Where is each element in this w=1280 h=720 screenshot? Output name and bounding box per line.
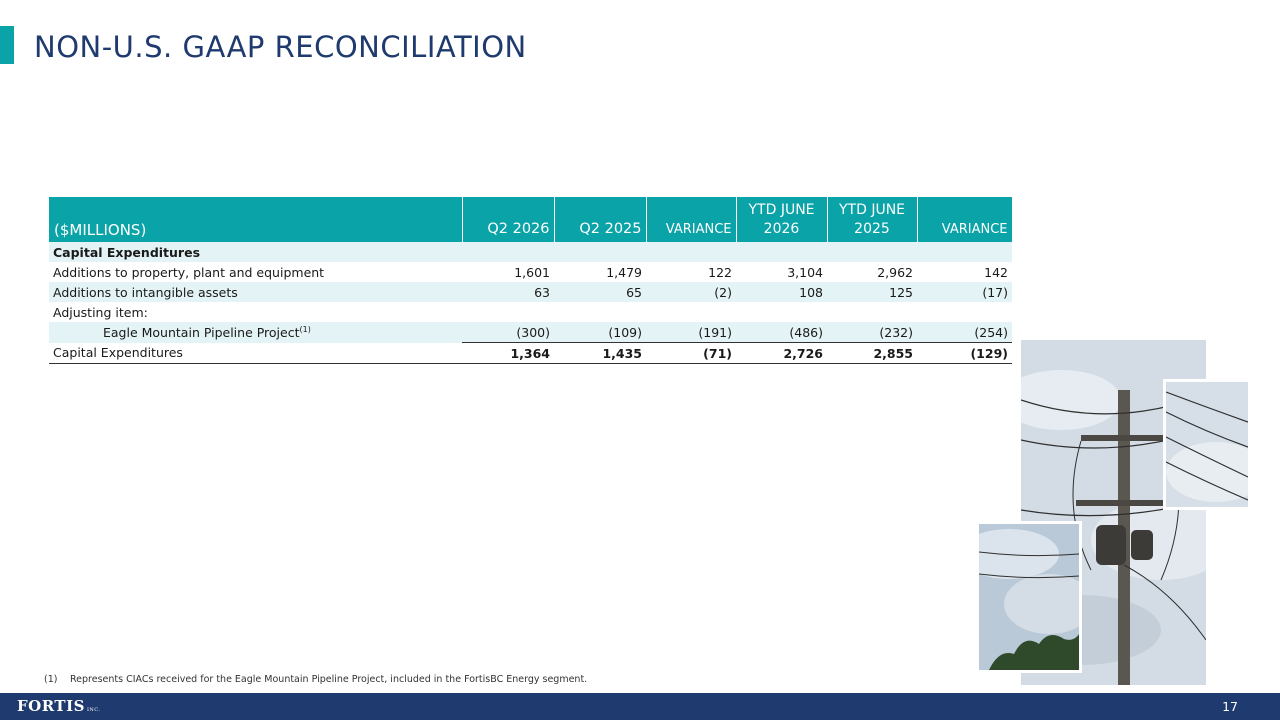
table-cell: 125 xyxy=(827,282,917,302)
column-header: VARIANCE xyxy=(646,197,736,242)
table-cell: 63 xyxy=(462,282,554,302)
logo-text: FORTIS xyxy=(17,697,85,715)
row-label: Additions to intangible assets xyxy=(49,282,462,302)
table-cell xyxy=(554,242,646,262)
table-cell: 1,601 xyxy=(514,264,550,280)
table-cell xyxy=(646,302,736,322)
reconciliation-table-container xyxy=(49,197,1012,364)
table-cell xyxy=(736,302,827,322)
table-row xyxy=(49,242,1012,262)
table-cell: (232) xyxy=(827,322,917,343)
table-cell xyxy=(827,302,917,322)
table-row xyxy=(49,302,1012,322)
row-label-text: Eagle Mountain Pipeline Project xyxy=(103,324,300,340)
table-cell xyxy=(646,242,736,262)
table-cell: (2) xyxy=(646,282,736,302)
column-header: YTD JUNE 2025 xyxy=(827,197,917,242)
units-header: ($MILLIONS) xyxy=(49,197,462,242)
table-cell xyxy=(462,242,554,262)
table-cell xyxy=(462,302,554,322)
utility-pole-photo-inset-left xyxy=(976,521,1082,673)
footnote-text: Represents CIACs received for the Eagle Mountain Pipeline Project, included in the FortisBC Energy segment. xyxy=(70,674,588,685)
table-cell: (17) xyxy=(917,282,1012,302)
column-header: Q2 2026 xyxy=(462,197,554,242)
row-label: Additions to property, plant and equipment xyxy=(53,264,325,280)
table-row xyxy=(49,262,1012,282)
page-number: 17 xyxy=(1222,699,1238,714)
table-cell: 1,364 xyxy=(462,343,554,364)
row-label: Capital Expenditures xyxy=(49,343,462,364)
table-header-row xyxy=(49,197,1012,242)
table-cell xyxy=(827,242,917,262)
page-title: NON-U.S. GAAP RECONCILIATION xyxy=(34,30,527,64)
row-label: Adjusting item: xyxy=(53,304,148,320)
column-header: YTD JUNE 2026 xyxy=(736,197,827,242)
logo-suffix: INC. xyxy=(86,707,101,713)
table-cell: (300) xyxy=(462,322,554,343)
footer-bar xyxy=(0,693,1280,720)
table-cell: 142 xyxy=(984,264,1008,280)
column-header: Q2 2025 xyxy=(554,197,646,242)
utility-pole-photo-inset-right xyxy=(1163,379,1251,510)
table-cell xyxy=(917,242,1012,262)
table-cell: 2,855 xyxy=(827,343,917,364)
table-row xyxy=(49,322,1012,343)
table-row xyxy=(49,282,1012,302)
table-cell: 122 xyxy=(708,264,732,280)
table-cell: 65 xyxy=(554,282,646,302)
table-cell xyxy=(917,302,1012,322)
reconciliation-table xyxy=(49,197,1013,364)
table-cell: (71) xyxy=(646,343,736,364)
table-cell: (109) xyxy=(554,322,646,343)
table-cell: 1,479 xyxy=(606,264,642,280)
table-cell xyxy=(736,242,827,262)
table-cell: (486) xyxy=(736,322,827,343)
table-cell: 3,104 xyxy=(787,264,823,280)
table-cell: 108 xyxy=(736,282,827,302)
footnote xyxy=(44,674,587,685)
fortis-logo xyxy=(17,697,101,715)
table-cell: (129) xyxy=(917,343,1012,364)
column-header: VARIANCE xyxy=(917,197,1012,242)
footnote-number: (1) xyxy=(44,674,58,685)
title-accent-bar xyxy=(0,26,14,64)
row-label: Capital Expenditures xyxy=(49,242,462,262)
table-cell: 1,435 xyxy=(554,343,646,364)
row-label xyxy=(49,322,462,343)
footnote-reference: (1) xyxy=(299,324,311,334)
table-total-row xyxy=(49,343,1012,364)
table-cell: 2,726 xyxy=(736,343,827,364)
table-cell: (254) xyxy=(917,322,1012,343)
table-cell xyxy=(554,302,646,322)
table-cell: 2,962 xyxy=(877,264,913,280)
table-cell: (191) xyxy=(646,322,736,343)
